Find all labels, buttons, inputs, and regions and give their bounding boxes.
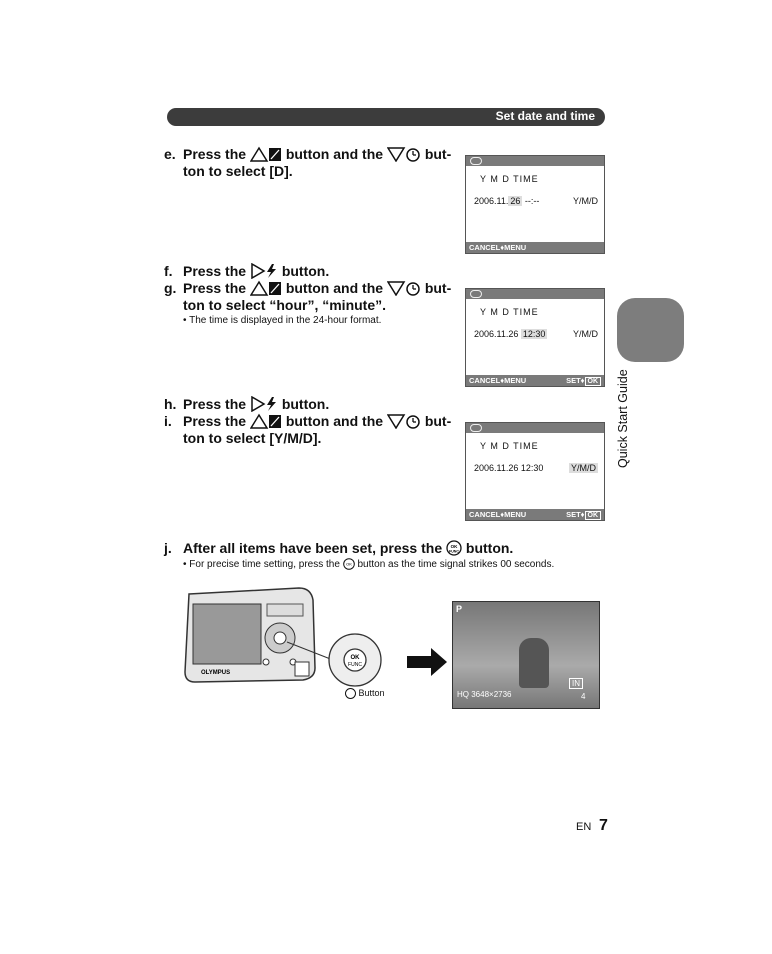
clock-icon — [470, 424, 482, 432]
date-screen-time: Y M D TIME 2006.11.26 12:30 Y/M/D CANCEL♦MENU SET♦ OK — [465, 288, 605, 387]
brand-logo: OLYMPUS — [201, 670, 231, 676]
up-exposure-icon — [250, 146, 282, 162]
clock-icon — [470, 157, 482, 165]
section-header — [167, 108, 605, 126]
photo-preview: P HQ 3648×2736 IN 4 — [452, 601, 600, 709]
down-selftimer-icon — [387, 413, 421, 429]
down-selftimer-icon — [387, 146, 421, 162]
down-selftimer-icon — [387, 280, 421, 296]
date-screen-day: Y M D TIME 2006.11. 26 --:-- Y/M/D CANCEL♦MENU — [465, 155, 605, 254]
up-exposure-icon — [250, 280, 282, 296]
right-flash-icon — [250, 263, 278, 279]
svg-text:OK: OK — [350, 655, 360, 661]
ok-button-caption: Button — [345, 688, 385, 699]
note-24h: • The time is displayed in the 24-hour format. — [183, 315, 382, 326]
shooting-mode: P — [456, 604, 463, 614]
step-f: f. Press the button. — [164, 263, 330, 279]
svg-text:OK: OK — [345, 561, 352, 567]
right-flash-icon — [250, 396, 278, 412]
step-e — [164, 146, 464, 182]
page-number: 7 — [599, 817, 608, 834]
up-exposure-icon — [250, 413, 282, 429]
side-label: Quick Start Guide — [616, 369, 630, 468]
step-j: j. After all items have been set, press the OK FUNC button. — [164, 540, 514, 556]
side-tab — [617, 298, 684, 362]
svg-text:OK: OK — [450, 544, 458, 549]
step-i: i. Press the button and the but- ton to select [Y/M/D]. — [164, 413, 452, 446]
ok-func-icon — [343, 558, 355, 570]
selected-field: 12:30 — [522, 329, 546, 339]
camera-drawing — [183, 582, 393, 702]
step-text: Press the button and the but- ton to select [D]. — [183, 146, 452, 179]
note-precise: • For precise time setting, press the OK button as the time signal strikes 00 seconds. — [183, 559, 555, 570]
date-screen-format: Y M D TIME 2006.11.26 12:30 Y/M/D CANCEL♦MENU SET♦ OK — [465, 422, 605, 521]
clock-icon — [470, 290, 482, 298]
step-g: g. Press the button and the but- ton to select “hour”, “minute”. — [164, 280, 452, 313]
step-h: h. Press the button. — [164, 396, 330, 412]
camera-illustration — [183, 582, 393, 702]
ok-func-icon — [345, 688, 356, 699]
right-arrow-icon — [407, 648, 447, 676]
svg-text:FUNC: FUNC — [348, 662, 362, 668]
selected-field: 26 — [510, 196, 521, 206]
footer-language: EN — [576, 821, 592, 833]
step-letter: e. — [164, 146, 176, 162]
subject-figure — [519, 638, 549, 688]
svg-text:FUNC: FUNC — [449, 549, 459, 554]
selected-field: Y/M/D — [570, 463, 596, 473]
ok-func-icon — [446, 540, 462, 556]
section-title: Set date and time — [495, 109, 595, 123]
